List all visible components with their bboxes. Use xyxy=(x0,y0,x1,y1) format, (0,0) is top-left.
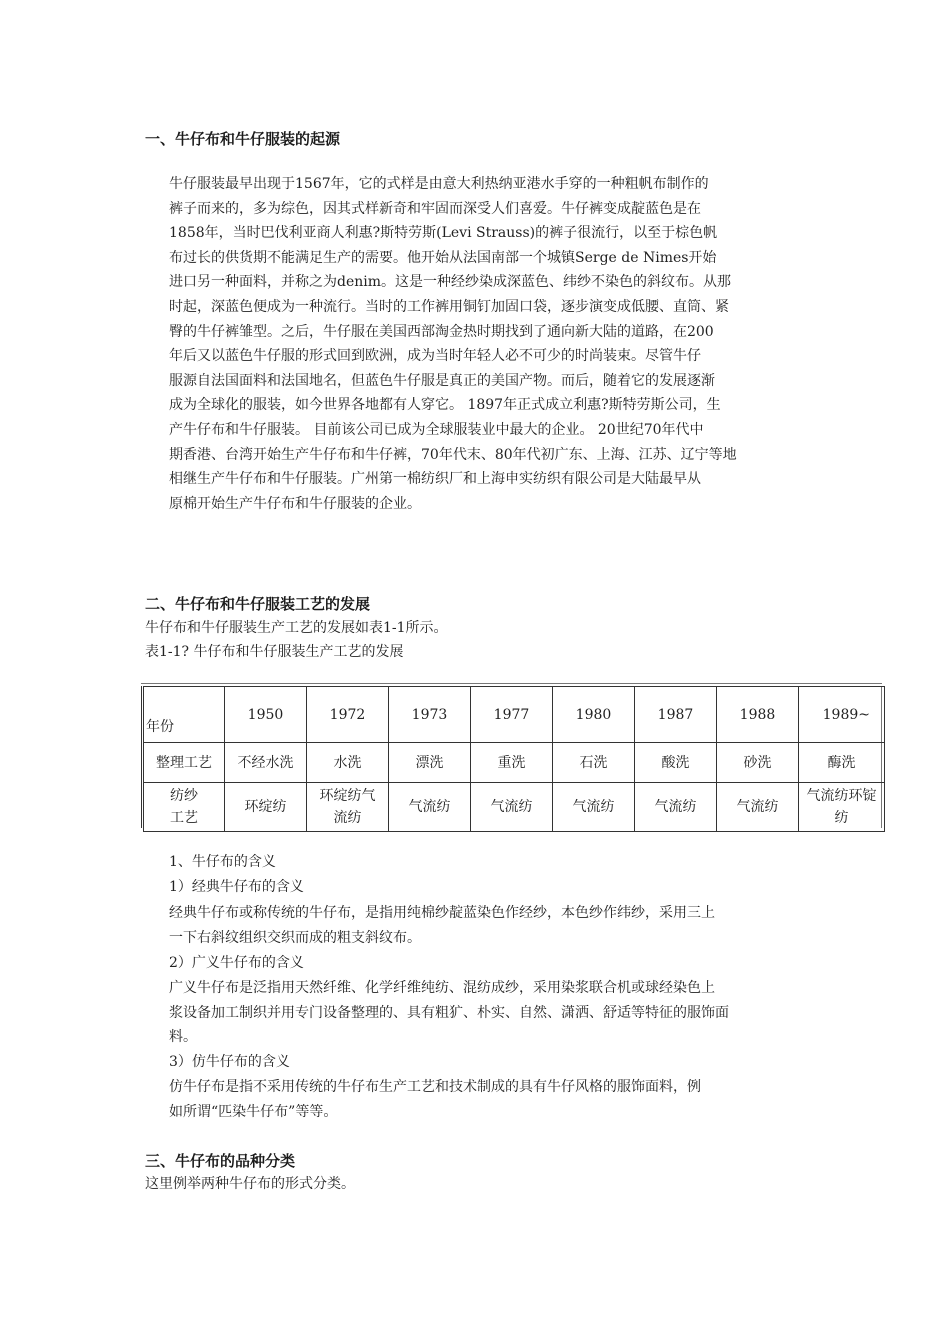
table-header-cell: 1950 xyxy=(225,687,307,743)
section2-intro: 牛仔布和牛仔服装生产工艺的发展如表1-1所示。 xyxy=(145,620,448,636)
section1-line: 布过长的供货期不能满足生产的需要。他开始从法国南部一个城镇Serge de Nimes开始 xyxy=(169,249,717,266)
table-cell-line: 工艺 xyxy=(170,810,198,826)
table-cell: 重洗 xyxy=(471,743,553,783)
section2-heading: 二、牛仔布和牛仔服装工艺的发展 xyxy=(145,595,371,613)
table-cell: 气流纺 xyxy=(553,783,635,832)
section1-line: 相继生产牛仔布和牛仔服装。广州第一棉纺织厂和上海申实纺织有限公司是大陆最早从 xyxy=(169,471,701,488)
section1-body xyxy=(169,172,809,516)
meaning-item-1-2-body xyxy=(169,976,809,1050)
section1-line: 年后又以蓝色牛仔服的形式回到欧洲，成为当时年轻人必不可少的时尚装束。尽管牛仔 xyxy=(169,348,701,365)
section1-line: 牛仔服装最早出现于1567年，它的式样是由意大利热纳亚港水手穿的一种粗帆布制作的 xyxy=(169,176,709,192)
meaning-item-1-2: 2）广义牛仔布的含义 xyxy=(169,955,304,971)
table-cell: 气流纺 xyxy=(471,783,553,832)
meaning-item-1-3-body xyxy=(169,1075,809,1124)
body-line: 浆设备加工制织并用专门设备整理的、具有粗犷、朴实、自然、潇洒、舒适等特征的服饰面 xyxy=(169,1004,729,1021)
table-cell: 气流纺 xyxy=(635,783,717,832)
table-header-cell: 1972 xyxy=(307,687,389,743)
table-cell: 砂洗 xyxy=(717,743,799,783)
table-header-cell: 1988 xyxy=(717,687,799,743)
table-header-cell: 1977 xyxy=(471,687,553,743)
body-line: 如所谓“匹染牛仔布”等等。 xyxy=(169,1103,338,1120)
table-cell: 酶洗 xyxy=(799,743,885,783)
section1-line: 裤子而来的，多为综色，因其式样新奇和牢固而深受人们喜爱。牛仔裤变成靛蓝色是在 xyxy=(169,200,701,217)
section1-heading: 一、牛仔布和牛仔服装的起源 xyxy=(145,130,341,148)
section3-intro: 这里例举两种牛仔布的形式分类。 xyxy=(145,1176,355,1192)
table-header-cell: 1989~ xyxy=(799,687,885,743)
table-cell xyxy=(144,783,225,832)
table-row xyxy=(144,743,885,783)
table-cell: 石洗 xyxy=(553,743,635,783)
table-header-cell: 1987 xyxy=(635,687,717,743)
table-header-cell: 1973 xyxy=(389,687,471,743)
table-border-left xyxy=(141,686,142,828)
table-cell: 气流纺 xyxy=(717,783,799,832)
table-header-cell: 年份 xyxy=(144,687,225,743)
table-caption: 表1-1? 牛仔布和牛仔服装生产工艺的发展 xyxy=(145,644,404,660)
table-cell: 水洗 xyxy=(307,743,389,783)
section1-line: 服源自法国面料和法国地名，但蓝色牛仔服是真正的美国产物。而后，随着它的发展逐渐 xyxy=(169,372,715,389)
table-row xyxy=(144,687,885,743)
table-row xyxy=(144,783,885,832)
body-line: 经典牛仔布或称传统的牛仔布，是指用纯棉纱靛蓝染色作经纱，本色纱作纬纱，采用三上 xyxy=(169,905,715,921)
section1-line: 臀的牛仔裤雏型。之后，牛仔服在美国西部淘金热时期找到了通向新大陆的道路，在200 xyxy=(169,323,714,340)
table-cell: 整理工艺 xyxy=(144,743,225,783)
table-cell: 气流纺环锭纺 xyxy=(799,783,885,832)
table-cell: 不经水洗 xyxy=(225,743,307,783)
body-line: 料。 xyxy=(169,1029,197,1046)
process-table xyxy=(141,686,881,828)
table-header-cell: 1980 xyxy=(553,687,635,743)
table-cell: 漂洗 xyxy=(389,743,471,783)
meaning-item-1-1-body xyxy=(169,901,809,950)
table-border-top xyxy=(141,683,882,684)
section1-line: 时起，深蓝色便成为一种流行。当时的工作裤用铜钉加固口袋，逐步演变成低腰、直筒、紧 xyxy=(169,298,729,315)
body-line: 仿牛仔布是指不采用传统的牛仔布生产工艺和技术制成的具有牛仔风格的服饰面料，例 xyxy=(169,1079,701,1095)
section1-line: 1858年，当时巴伐利亚商人利惠?斯特劳斯(Levi Strauss)的裤子很流行，以至于棕色帆 xyxy=(169,225,718,242)
section1-line: 成为全球化的服装，如今世界各地都有人穿它。 1897年正式成立利惠?斯特劳斯公司，生 xyxy=(169,397,721,414)
table-cell: 环绽纺气流纺 xyxy=(307,783,389,832)
section1-line: 产牛仔布和牛仔服装。 目前该公司已成为全球服装业中最大的企业。 20世纪70年代中 xyxy=(169,421,704,438)
table-cell: 酸洗 xyxy=(635,743,717,783)
section1-line: 原棉开始生产牛仔布和牛仔服装的企业。 xyxy=(169,495,421,512)
body-line: 一下右斜纹组织交织而成的粗支斜纹布。 xyxy=(169,929,421,946)
table-cell-line: 纺纱 xyxy=(170,788,198,804)
section1-line: 进口另一种面料，并称之为denim。这是一种经纱染成深蓝色、纬纱不染色的斜纹布。从那 xyxy=(169,274,732,291)
table-cell: 环绽纺 xyxy=(225,783,307,832)
body-line: 广义牛仔布是泛指用天然纤维、化学纤维纯纺、混纺成纱，采用染浆联合机或球经染色上 xyxy=(169,980,715,996)
meaning-item-1-1: 1）经典牛仔布的含义 xyxy=(169,879,304,895)
section3-heading: 三、牛仔布的品种分类 xyxy=(145,1152,296,1170)
meaning-item-1-3: 3）仿牛仔布的含义 xyxy=(169,1054,290,1070)
section1-line: 期香港、台湾开始生产牛仔布和牛仔裤，70年代末、80年代初广东、上海、江苏、辽宁等地 xyxy=(169,446,737,463)
table-cell: 气流纺 xyxy=(389,783,471,832)
meaning-item-1: 1、牛仔布的含义 xyxy=(169,854,276,870)
